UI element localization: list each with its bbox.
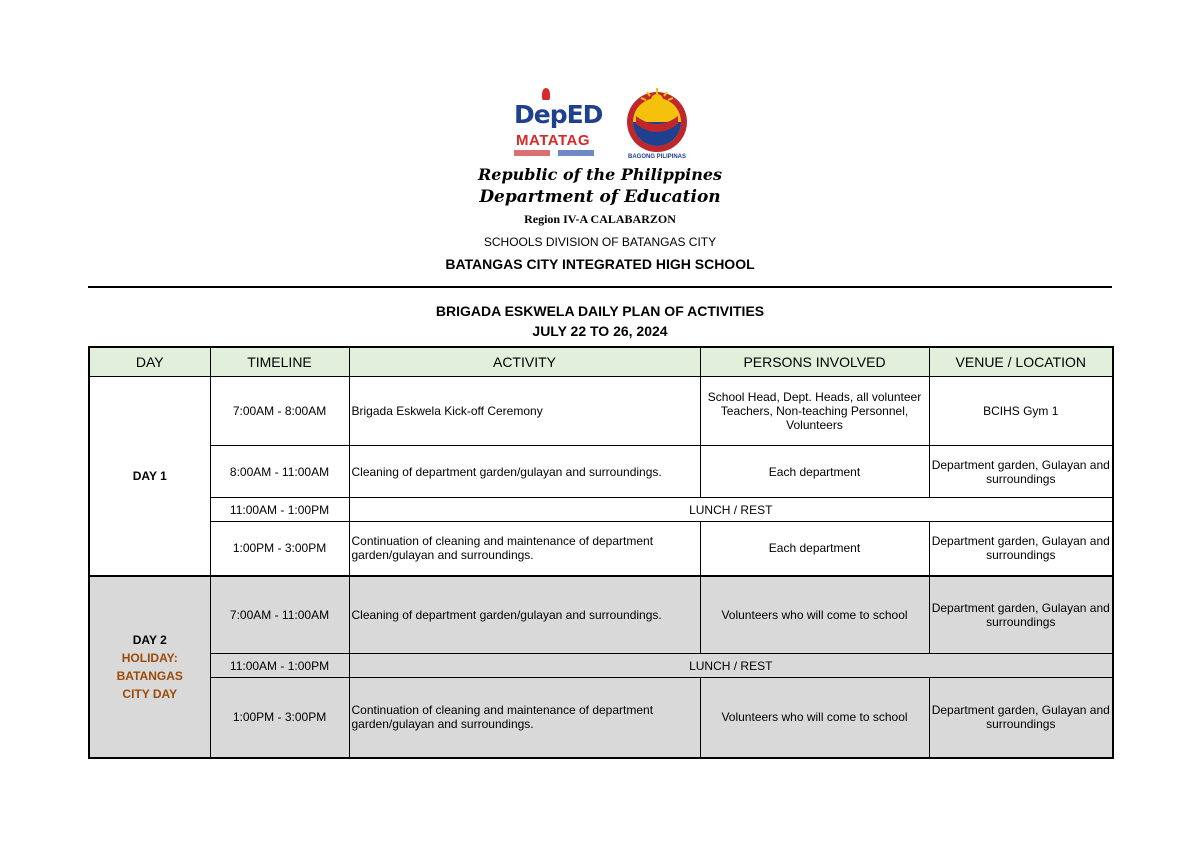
table-row xyxy=(89,654,1113,678)
table-row xyxy=(89,446,1113,498)
venue-cell: Department garden, Gulayan and surroundings xyxy=(929,522,1113,576)
activity-cell: Continuation of cleaning and maintenance of department garden/gulayan and surroundings. xyxy=(349,678,700,758)
plan-date-range: JULY 22 TO 26, 2024 xyxy=(532,323,668,339)
time-cell: 1:00PM - 3:00PM xyxy=(210,522,349,576)
persons-cell: Volunteers who will come to school xyxy=(700,576,929,654)
persons-cell: Each department xyxy=(700,522,929,576)
republic-heading: Republic of the Philippines xyxy=(477,165,723,184)
persons-cell: School Head, Dept. Heads, all volunteer Teachers, Non-teaching Personnel, Volunteers xyxy=(700,377,929,446)
bagong-pilipinas-caption: BAGONG PILIPINAS xyxy=(627,154,686,160)
column-header-timeline: TIMELINE xyxy=(210,347,349,377)
lunch-cell: LUNCH / REST xyxy=(349,498,1113,522)
venue-cell: BCIHS Gym 1 xyxy=(929,377,1113,446)
holiday-name-line1: BATANGAS xyxy=(116,668,183,683)
deped-matatag-logo xyxy=(510,86,603,164)
table-row xyxy=(89,498,1113,522)
activities-table xyxy=(88,346,1114,759)
table-row xyxy=(89,522,1113,576)
torch-icon xyxy=(542,88,550,100)
table-row xyxy=(89,576,1113,654)
activity-cell: Continuation of cleaning and maintenance of department garden/gulayan and surroundings. xyxy=(349,522,700,576)
division-heading: SCHOOLS DIVISION OF BATANGAS CITY xyxy=(483,235,717,249)
column-header-venue: VENUE / LOCATION xyxy=(929,347,1113,377)
holiday-label: HOLIDAY: xyxy=(121,650,178,665)
holiday-name-line2: CITY DAY xyxy=(122,686,178,701)
bagong-pilipinas-logo xyxy=(614,86,700,166)
column-header-persons: PERSONS INVOLVED xyxy=(700,347,929,377)
day2-label: DAY 2 xyxy=(132,632,167,647)
lunch-cell: LUNCH / REST xyxy=(349,654,1113,678)
activity-cell: Brigada Eskwela Kick-off Ceremony xyxy=(349,377,700,446)
table-header-row xyxy=(89,347,1113,377)
plan-title: BRIGADA ESKWELA DAILY PLAN OF ACTIVITIES xyxy=(435,303,765,319)
bagong-pilipinas-emblem-icon xyxy=(614,86,700,154)
time-cell: 7:00AM - 8:00AM xyxy=(210,377,349,446)
logos xyxy=(510,86,700,166)
table-row xyxy=(89,678,1113,758)
column-header-activity: ACTIVITY xyxy=(349,347,700,377)
header-divider xyxy=(88,286,1112,288)
time-cell: 11:00AM - 1:00PM xyxy=(210,654,349,678)
activity-cell: Cleaning of department garden/gulayan and surroundings. xyxy=(349,576,700,654)
day2-label-cell xyxy=(89,576,210,758)
venue-cell: Department garden, Gulayan and surroundings xyxy=(929,576,1113,654)
venue-cell: Department garden, Gulayan and surroundings xyxy=(929,678,1113,758)
time-cell: 1:00PM - 3:00PM xyxy=(210,678,349,758)
school-heading: BATANGAS CITY INTEGRATED HIGH SCHOOL xyxy=(445,256,755,272)
time-cell: 7:00AM - 11:00AM xyxy=(210,576,349,654)
time-cell: 11:00AM - 1:00PM xyxy=(210,498,349,522)
venue-cell: Department garden, Gulayan and surroundings xyxy=(929,446,1113,498)
column-header-day: DAY xyxy=(89,347,210,377)
persons-cell: Volunteers who will come to school xyxy=(700,678,929,758)
department-heading: Department of Education xyxy=(479,187,721,207)
activity-cell: Cleaning of department garden/gulayan and surroundings. xyxy=(349,446,700,498)
time-cell: 8:00AM - 11:00AM xyxy=(210,446,349,498)
day1-label: DAY 1 xyxy=(89,377,210,576)
persons-cell: Each department xyxy=(700,446,929,498)
matatag-logo-text: MATATAG xyxy=(516,132,591,149)
deped-logo-text: DepED xyxy=(514,100,603,129)
region-heading: Region IV-A CALABARZON xyxy=(524,212,676,226)
matatag-underline xyxy=(514,150,594,156)
table-row xyxy=(89,377,1113,446)
